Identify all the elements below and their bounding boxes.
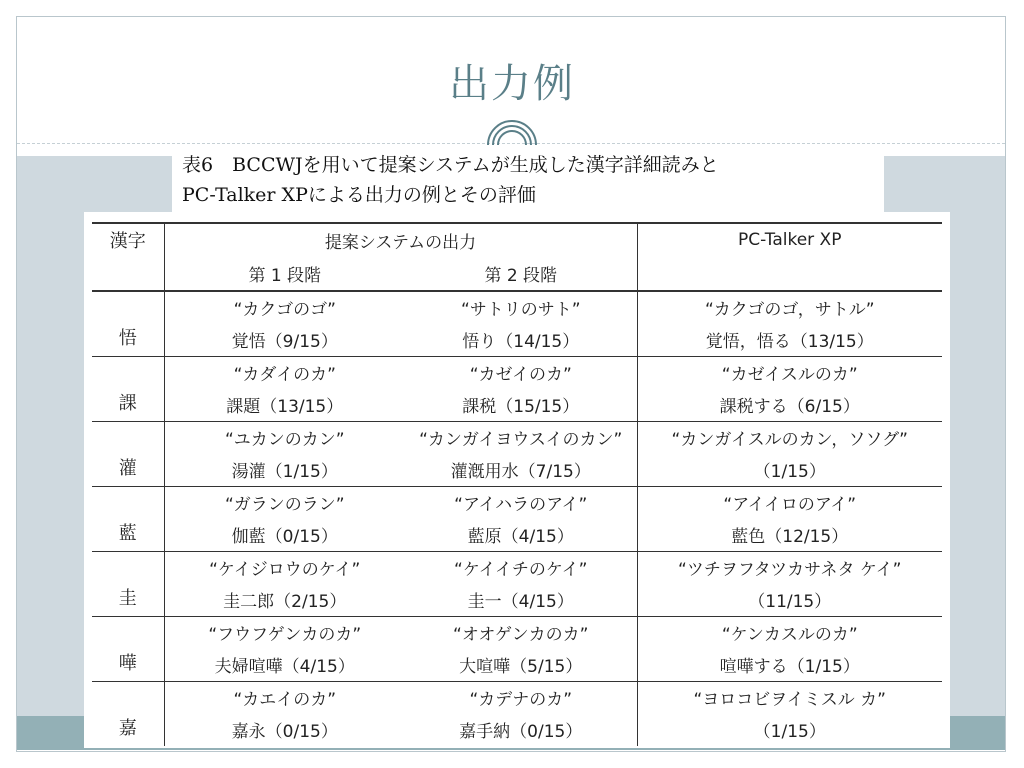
pctalker-evaluation: （1/15）	[637, 713, 942, 746]
stage2-reading: “ケイイチのケイ”	[454, 560, 588, 580]
pctalker-reading: “カンガイスルのカン，ソソグ”	[637, 422, 942, 454]
pctalker-reading: “ヨロコビヲイミスル カ”	[637, 682, 942, 714]
kanji-cell: 課	[92, 357, 164, 422]
kanji-cell: 悟	[92, 291, 164, 357]
stage2-evaluation: 嘉手納（0/15）	[459, 722, 583, 742]
stage1-evaluation: 課題（13/15）	[164, 388, 405, 422]
stage1-evaluation: 圭二郎（2/15）	[164, 583, 405, 617]
stage1-reading: “ユカンのカン”	[224, 430, 345, 450]
stage2-reading: “カデナのカ”	[469, 690, 573, 710]
stage2-evaluation: 大喧嘩（5/15）	[405, 648, 637, 682]
stage2-reading: “サトリのサト”	[460, 300, 581, 320]
caption-line-1: 表6 BCCWJを用いて提案システムが生成した漢字詳細読みと	[182, 154, 719, 176]
table-row	[92, 453, 942, 487]
stage1-reading: “ガランのラン”	[224, 495, 345, 515]
stage1-evaluation: 嘉永（0/15）	[231, 722, 338, 742]
stage2-evaluation: 灌漑用水（7/15）	[405, 453, 637, 487]
pctalker-evaluation: 課税する（6/15）	[637, 388, 942, 422]
stage2-evaluation: 課税（15/15）	[405, 388, 637, 422]
arc-ornament-icon	[485, 115, 539, 145]
stage1-reading: “カダイのカ”	[233, 365, 336, 385]
stage2-evaluation: 悟り（14/15）	[405, 323, 637, 357]
stage2-reading: “アイハラのアイ”	[454, 495, 588, 515]
pctalker-reading: “カゼイスルのカ”	[637, 357, 942, 389]
header-pctalker: PC-Talker XP	[637, 223, 942, 256]
table-row	[92, 422, 942, 454]
stage1-evaluation: 湯灌（1/15）	[164, 453, 405, 487]
header-stage1: 第 1 段階	[164, 256, 405, 291]
stage1-evaluation: 伽藍（0/15）	[164, 518, 405, 552]
pctalker-reading: “カクゴのゴ，サトル”	[637, 291, 942, 323]
pctalker-reading: “ツチヲフタツカサネタ ケイ”	[637, 552, 942, 584]
results-table	[92, 222, 942, 746]
header-pctalker-blank	[637, 256, 942, 291]
table-row	[92, 388, 942, 422]
table-row	[92, 487, 942, 519]
stage2-reading: “オオゲンカのカ”	[453, 625, 589, 645]
kanji-cell: 圭	[92, 552, 164, 617]
table-container	[84, 212, 950, 748]
pctalker-reading: “ケンカスルのカ”	[637, 617, 942, 649]
table-caption	[172, 148, 884, 212]
table-row	[92, 617, 942, 649]
header-stage2: 第 2 段階	[405, 256, 637, 291]
pctalker-evaluation: （11/15）	[637, 583, 942, 617]
caption-line-2: PC-Talker XPによる出力の例とその評価	[182, 184, 536, 206]
table-row	[92, 682, 942, 714]
stage1-evaluation: 覚悟（9/15）	[164, 323, 405, 357]
stage1-reading: “フウフゲンカのカ”	[208, 625, 362, 645]
stage1-reading: “ケイジロウのケイ”	[209, 560, 361, 580]
stage2-reading: “カゼイのカ”	[469, 365, 572, 385]
table-row	[92, 323, 942, 357]
table-row	[92, 518, 942, 552]
stage1-reading: “カクゴのゴ”	[233, 300, 336, 320]
table-row	[92, 648, 942, 682]
pctalker-evaluation: 藍色（12/15）	[637, 518, 942, 552]
table-row	[92, 291, 942, 323]
pctalker-evaluation: 喧嘩する（1/15）	[637, 648, 942, 682]
kanji-cell: 藍	[92, 487, 164, 552]
kanji-cell: 灌	[92, 422, 164, 487]
header-proposed: 提案システムの出力	[164, 223, 637, 256]
stage1-reading: “カエイのカ”	[233, 690, 337, 710]
pctalker-evaluation: （1/15）	[637, 453, 942, 487]
stage2-evaluation: 圭一（4/15）	[405, 583, 637, 617]
table-row	[92, 357, 942, 389]
stage2-reading: “カンガイヨウスイのカン”	[419, 430, 623, 450]
stage2-evaluation: 藍原（4/15）	[405, 518, 637, 552]
slide-title: 出力例	[449, 61, 575, 107]
header-kanji: 漢字	[92, 223, 164, 256]
stage1-evaluation: 夫婦喧嘩（4/15）	[164, 648, 405, 682]
table-row	[92, 713, 942, 746]
kanji-cell: 嘩	[92, 617, 164, 682]
pctalker-evaluation: 覚悟，悟る（13/15）	[637, 323, 942, 357]
pctalker-reading: “アイイロのアイ”	[637, 487, 942, 519]
table-row	[92, 583, 942, 617]
table-row	[92, 552, 942, 584]
kanji-cell: 嘉	[92, 682, 164, 747]
header-kanji-blank	[92, 256, 164, 291]
